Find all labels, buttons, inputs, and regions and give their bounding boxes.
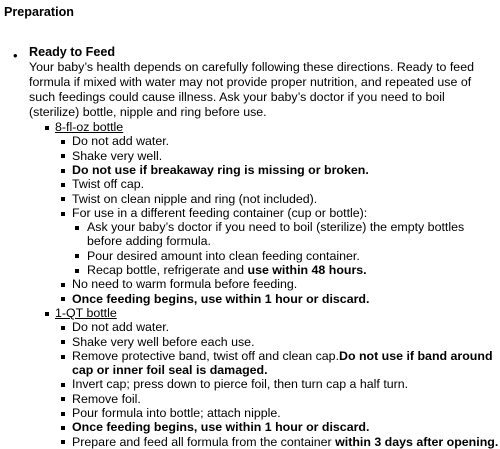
square-bullet-icon	[45, 312, 49, 316]
list-item: For use in a different feeding container (cup or bottle):	[72, 205, 368, 220]
square-bullet-icon	[61, 397, 65, 401]
square-bullet-icon	[61, 326, 65, 330]
list-item: No need to warm formula before feeding.	[72, 277, 298, 292]
square-bullet-icon	[75, 254, 79, 258]
list-item: Do not add water.	[72, 320, 170, 335]
square-bullet-icon	[45, 126, 49, 130]
list-item: Do not use if breakaway ring is missing or broken.	[72, 162, 369, 177]
square-bullet-icon	[61, 340, 65, 344]
list-item: Pour formula into bottle; attach nipple.	[72, 406, 281, 420]
square-bullet-icon	[61, 169, 65, 173]
square-bullet-icon	[61, 283, 65, 287]
bottle-1qt-heading: 1-QT bottle	[55, 305, 117, 320]
para-line: such feedings could cause illness. Ask your baby’s doctor if you need to boil	[29, 90, 445, 104]
list-item: Ask your baby’s doctor if you need to boil (sterilize) the empty bottles	[87, 220, 465, 235]
square-bullet-icon	[61, 412, 65, 416]
square-bullet-icon	[61, 140, 65, 144]
para-line: Your baby’s health depends on carefully following these directions. Ready to feed	[29, 60, 474, 74]
square-bullet-icon	[61, 426, 65, 430]
square-bullet-icon	[61, 297, 65, 301]
list-item: Once feeding begins, use within 1 hour or discard.	[72, 420, 370, 435]
bullet-icon: •	[13, 48, 18, 63]
list-item: Prepare and feed all formula from the container within 3 days after opening.	[72, 434, 499, 449]
list-item: Remove foil.	[72, 391, 141, 406]
square-bullet-icon	[75, 269, 79, 273]
list-item: Pour desired amount into clean feeding container.	[87, 248, 360, 263]
square-bullet-icon	[61, 383, 65, 387]
list-item: Shake very well.	[72, 148, 163, 163]
square-bullet-icon	[61, 212, 65, 216]
page-title: Preparation	[4, 5, 74, 19]
list-item: Shake very well before each use.	[72, 334, 255, 349]
square-bullet-icon	[61, 154, 65, 158]
square-bullet-icon	[75, 226, 79, 230]
ready-to-feed-heading: Ready to Feed	[29, 45, 116, 59]
para-line: formula if mixed with water may not provide proper nutrition, and repeated use of	[29, 75, 472, 89]
list-item: Once feeding begins, use within 1 hour or discard.	[72, 291, 370, 306]
square-bullet-icon	[61, 440, 65, 444]
bottle-8oz-heading: 8-fl-oz bottle	[55, 120, 124, 134]
square-bullet-icon	[61, 355, 65, 359]
list-item: Invert cap; press down to pierce foil, then turn cap a half turn.	[72, 377, 409, 392]
list-item: Remove protective band, twist off and clean cap.Do not use if band around	[72, 348, 493, 363]
list-item: Twist off cap.	[72, 177, 145, 192]
list-item: Recap bottle, refrigerate and use within 48 hours.	[87, 263, 367, 277]
list-item-continuation: before adding formula.	[87, 234, 211, 249]
list-item: Do not add water.	[72, 134, 170, 149]
square-bullet-icon	[61, 183, 65, 187]
square-bullet-icon	[61, 197, 65, 201]
para-line: (sterilize) bottle, nipple and ring before use.	[29, 105, 267, 119]
list-item: Twist on clean nipple and ring (not included).	[72, 191, 318, 206]
ready-to-feed-paragraph	[29, 60, 497, 120]
list-item-continuation: cap or inner foil seal is damaged.	[72, 363, 268, 378]
